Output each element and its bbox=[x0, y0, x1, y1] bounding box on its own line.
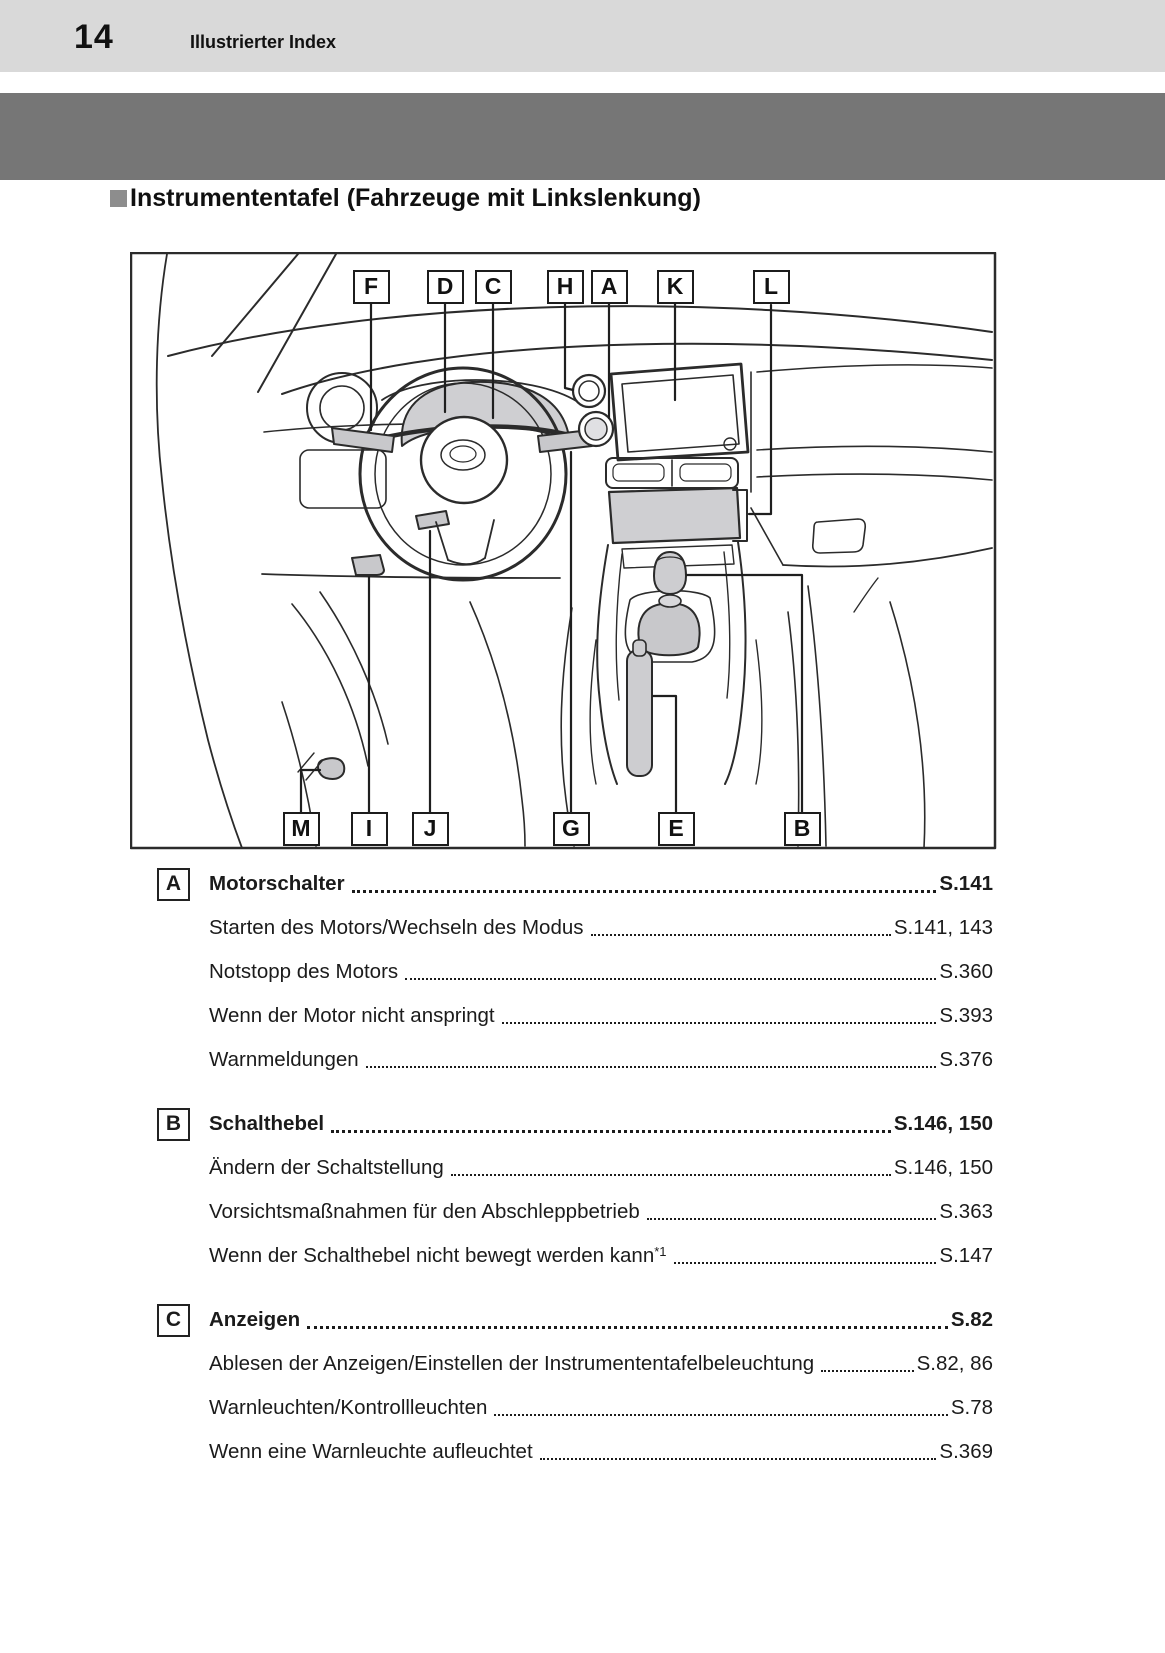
dotted-leader bbox=[821, 1370, 913, 1372]
section-title-text: Instrumententafel (Fahrzeuge mit Linkslenkung) bbox=[130, 184, 701, 212]
diagram-callout-M: M bbox=[283, 812, 320, 846]
index-section-items bbox=[157, 1342, 993, 1474]
dotted-leader bbox=[647, 1218, 937, 1220]
section-label: Schalthebel bbox=[209, 1112, 325, 1135]
item-label: Warnleuchten/Kontrollleuchten bbox=[209, 1396, 488, 1419]
diagram-callout-F: F bbox=[353, 270, 390, 304]
item-page-ref: S.146, 150 bbox=[893, 1156, 993, 1179]
section-page-ref: S.141 bbox=[939, 872, 993, 895]
diagram-callout-B: B bbox=[784, 812, 821, 846]
section-page-ref: S.82 bbox=[950, 1308, 993, 1331]
dotted-leader bbox=[405, 978, 936, 980]
section-page-ref: S.146, 150 bbox=[893, 1112, 993, 1135]
diagram-callout-E: E bbox=[658, 812, 695, 846]
section-bullet-icon bbox=[110, 190, 127, 207]
index-item-row bbox=[157, 1146, 993, 1190]
item-page-ref: S.369 bbox=[939, 1440, 993, 1463]
index-section bbox=[157, 862, 993, 1082]
dashboard-diagram bbox=[130, 252, 997, 850]
index-item-row bbox=[157, 994, 993, 1038]
item-page-ref: S.78 bbox=[950, 1396, 993, 1419]
section-letter-box: B bbox=[157, 1108, 190, 1141]
index-item-row bbox=[157, 1234, 993, 1278]
dotted-leader bbox=[307, 1326, 948, 1329]
chapter-title: Illustrierter Index bbox=[190, 32, 337, 52]
item-label: Notstopp des Motors bbox=[209, 960, 399, 983]
item-label: Wenn der Schalthebel nicht bewegt werden kann$^{*1}$ bbox=[209, 1244, 667, 1267]
item-page-ref: S.141, 143 bbox=[893, 916, 993, 939]
page-number: 14 bbox=[74, 18, 114, 56]
item-label: Ablesen der Anzeigen/Einstellen der Instrumententafelbeleuchtung bbox=[209, 1352, 815, 1375]
section-label: Motorschalter bbox=[209, 872, 345, 895]
item-label: Wenn eine Warnleuchte aufleuchtet bbox=[209, 1440, 533, 1463]
item-page-ref: S.147 bbox=[939, 1244, 993, 1267]
index-section bbox=[157, 1102, 993, 1278]
diagram-callout-H: H bbox=[547, 270, 584, 304]
dotted-leader bbox=[331, 1130, 891, 1133]
dotted-leader bbox=[366, 1066, 937, 1068]
item-label: Warnmeldungen bbox=[209, 1048, 359, 1071]
dotted-leader bbox=[591, 934, 891, 936]
dotted-leader bbox=[451, 1174, 891, 1176]
diagram-callout-G: G bbox=[553, 812, 590, 846]
dotted-leader bbox=[352, 890, 937, 893]
diagram-callout-L: L bbox=[753, 270, 790, 304]
diagram-callout-D: D bbox=[427, 270, 464, 304]
item-label: Vorsichtsmaßnahmen für den Abschleppbetrieb bbox=[209, 1200, 640, 1223]
item-page-ref: S.393 bbox=[939, 1004, 993, 1027]
section-letter-box: A bbox=[157, 868, 190, 901]
index-list bbox=[157, 862, 993, 1474]
dotted-leader bbox=[502, 1022, 937, 1024]
index-item-row bbox=[157, 906, 993, 950]
section-title bbox=[110, 184, 701, 213]
index-item-row bbox=[157, 1342, 993, 1386]
dotted-leader bbox=[494, 1414, 947, 1416]
section-label: Anzeigen bbox=[209, 1308, 301, 1331]
diagram-callout-A: A bbox=[591, 270, 628, 304]
dotted-leader bbox=[674, 1262, 937, 1264]
index-section-row bbox=[157, 1102, 993, 1146]
index-section-row bbox=[157, 862, 993, 906]
index-section bbox=[157, 1298, 993, 1474]
item-label: Wenn der Motor nicht anspringt bbox=[209, 1004, 495, 1027]
index-item-row bbox=[157, 1190, 993, 1234]
diagram-callout-I: I bbox=[351, 812, 388, 846]
index-item-row bbox=[157, 1386, 993, 1430]
diagram-callout-K: K bbox=[657, 270, 694, 304]
index-item-row bbox=[157, 1430, 993, 1474]
index-item-row bbox=[157, 1038, 993, 1082]
index-section-items bbox=[157, 1146, 993, 1278]
diagram-callout-J: J bbox=[412, 812, 449, 846]
diagram-callout-C: C bbox=[475, 270, 512, 304]
chapter-band bbox=[0, 93, 1165, 180]
item-page-ref: S.360 bbox=[939, 960, 993, 983]
dashboard-line-art bbox=[130, 252, 997, 850]
item-label: Ändern der Schaltstellung bbox=[209, 1156, 444, 1179]
item-page-ref: S.376 bbox=[939, 1048, 993, 1071]
dotted-leader bbox=[540, 1458, 937, 1460]
item-page-ref: S.363 bbox=[939, 1200, 993, 1223]
index-section-items bbox=[157, 906, 993, 1082]
item-page-ref: S.82, 86 bbox=[916, 1352, 993, 1375]
index-section-row bbox=[157, 1298, 993, 1342]
page-header bbox=[0, 0, 1165, 72]
index-item-row bbox=[157, 950, 993, 994]
item-label: Starten des Motors/Wechseln des Modus bbox=[209, 916, 584, 939]
section-letter-box: C bbox=[157, 1304, 190, 1337]
